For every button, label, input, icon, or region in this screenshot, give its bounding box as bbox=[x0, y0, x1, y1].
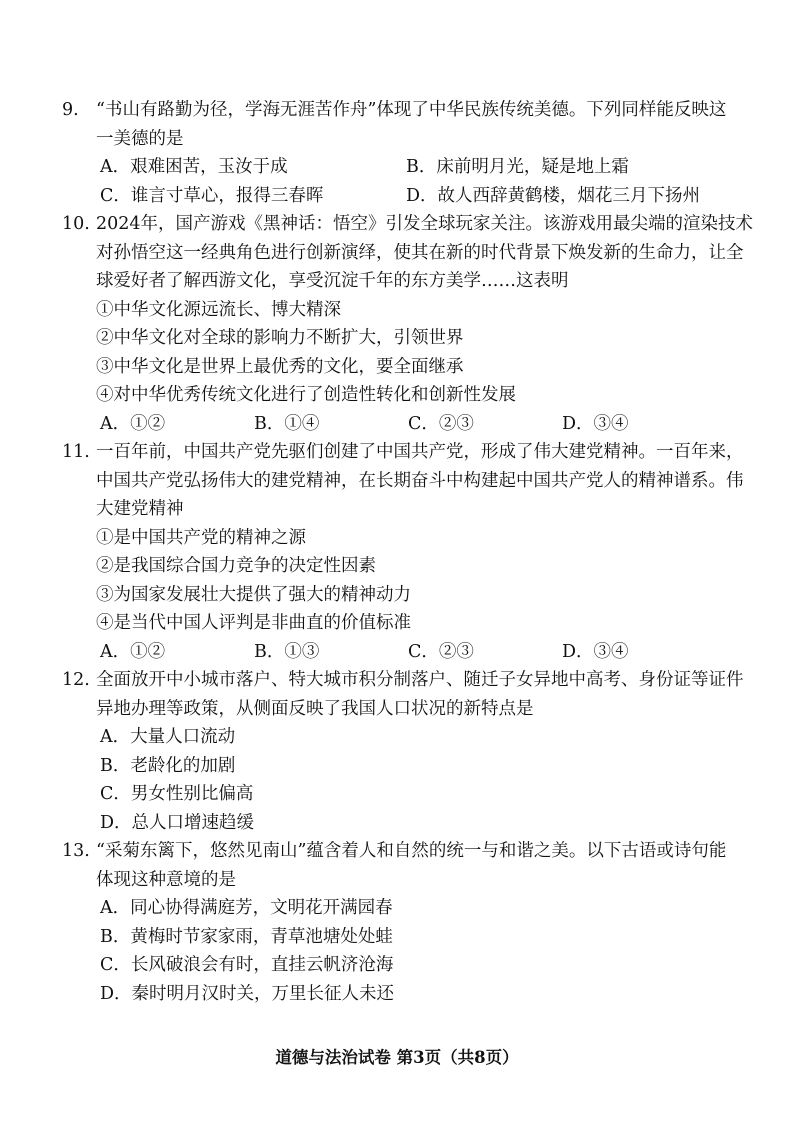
option-c[interactable]: C．长风破浪会有时，直挂云帆济沧海 bbox=[100, 955, 394, 975]
question-number: 12. bbox=[62, 670, 90, 690]
option-a[interactable]: A．同心协得满庭芳，文明花开满园春 bbox=[100, 898, 393, 918]
option-row bbox=[62, 153, 722, 182]
question-number: 9. bbox=[62, 100, 79, 120]
question-stem-line: 全面放开中小城市落户、特大城市积分制落户、随迁子女异地中高考、身份证等证件 bbox=[96, 670, 744, 690]
option-row bbox=[62, 182, 722, 211]
question-12 bbox=[62, 666, 744, 837]
question-number: 11. bbox=[62, 442, 90, 462]
option-d[interactable]: D．③④ bbox=[562, 413, 629, 434]
question-stem-line: 异地办理等政策，从侧面反映了我国人口状况的新特点是 bbox=[96, 698, 534, 719]
question-13 bbox=[62, 837, 727, 1008]
option-c[interactable]: C．男女性别比偏高 bbox=[100, 784, 254, 804]
option-d[interactable]: D．故人西辞黄鹤楼，烟花三月下扬州 bbox=[406, 185, 701, 206]
option-b[interactable]: B．老龄化的加剧 bbox=[100, 755, 236, 776]
question-number: 10. bbox=[62, 214, 90, 234]
option-c[interactable]: C．②③ bbox=[408, 413, 474, 434]
question-10 bbox=[62, 210, 754, 438]
option-b[interactable]: B．①③ bbox=[254, 641, 320, 662]
option-a[interactable]: A．①② bbox=[100, 641, 166, 662]
statement-2: ②中华文化对全球的影响力不断扩大，引领世界 bbox=[96, 328, 464, 348]
statement-1: ①中华文化源远流长、博大精深 bbox=[96, 299, 341, 320]
question-stem-line: 体现这种意境的是 bbox=[96, 869, 236, 890]
option-c[interactable]: C．谁言寸草心，报得三春晖 bbox=[100, 185, 324, 206]
option-b[interactable]: B．床前明月光，疑是地上霜 bbox=[406, 157, 629, 177]
statement-4: ④是当代中国人评判是非曲直的价值标准 bbox=[96, 613, 411, 633]
statement-1: ①是中国共产党的精神之源 bbox=[96, 527, 306, 548]
question-9 bbox=[62, 96, 727, 210]
statement-3: ③中华文化是世界上最优秀的文化，要全面继承 bbox=[96, 356, 464, 377]
option-a[interactable]: A．大量人口流动 bbox=[100, 727, 236, 747]
question-stem-line: 一美德的是 bbox=[96, 128, 184, 149]
question-stem-line: 2024年，国产游戏《黑神话：悟空》引发全球玩家关注。该游戏用最尖端的渲染技术 bbox=[96, 214, 754, 234]
option-b[interactable]: B．黄梅时节家家雨，青草池塘处处蛙 bbox=[100, 926, 393, 947]
question-stem-line: 大建党精神 bbox=[96, 499, 184, 519]
statement-3: ③为国家发展壮大提供了强大的精神动力 bbox=[96, 584, 411, 605]
option-a[interactable]: A．艰难困苦，玉汝于成 bbox=[100, 157, 288, 177]
question-number: 13. bbox=[62, 841, 90, 861]
option-row bbox=[62, 638, 722, 667]
option-d[interactable]: D．③④ bbox=[562, 641, 629, 662]
question-stem-line: 一百年前，中国共产党先驱们创建了中国共产党，形成了伟大建党精神。一百年来， bbox=[96, 442, 744, 462]
option-a[interactable]: A．①② bbox=[100, 413, 166, 434]
question-stem-line: 中国共产党弘扬伟大的建党精神，在长期奋斗中构建起中国共产党人的精神谱系。伟 bbox=[96, 470, 744, 491]
question-11 bbox=[62, 438, 744, 666]
question-stem-line: “书山有路勤为径，学海无涯苦作舟”体现了中华民族传统美德。下列同样能反映这 bbox=[96, 100, 727, 120]
option-row bbox=[62, 410, 722, 439]
statement-4: ④对中华优秀传统文化进行了创造性转化和创新性发展 bbox=[96, 385, 516, 405]
statement-2: ②是我国综合国力竞争的决定性因素 bbox=[96, 556, 376, 576]
option-d[interactable]: D．总人口增速趋缓 bbox=[100, 812, 255, 833]
option-b[interactable]: B．①④ bbox=[254, 413, 320, 434]
question-stem-line: “采菊东篱下，悠然见南山”蕴含着人和自然的统一与和谐之美。以下古语或诗句能 bbox=[96, 841, 727, 861]
page-footer: 道德与法治试卷 第3页（共8页） bbox=[275, 1048, 519, 1067]
question-stem-line: 对孙悟空这一经典角色进行创新演绎，使其在新的时代背景下焕发新的生命力，让全 bbox=[96, 242, 744, 263]
question-stem-line: 球爱好者了解西游文化，享受沉淀千年的东方美学……这表明 bbox=[96, 271, 569, 291]
option-d[interactable]: D．秦时明月汉时关，万里长征人未还 bbox=[100, 983, 395, 1004]
option-c[interactable]: C．②③ bbox=[408, 641, 474, 662]
